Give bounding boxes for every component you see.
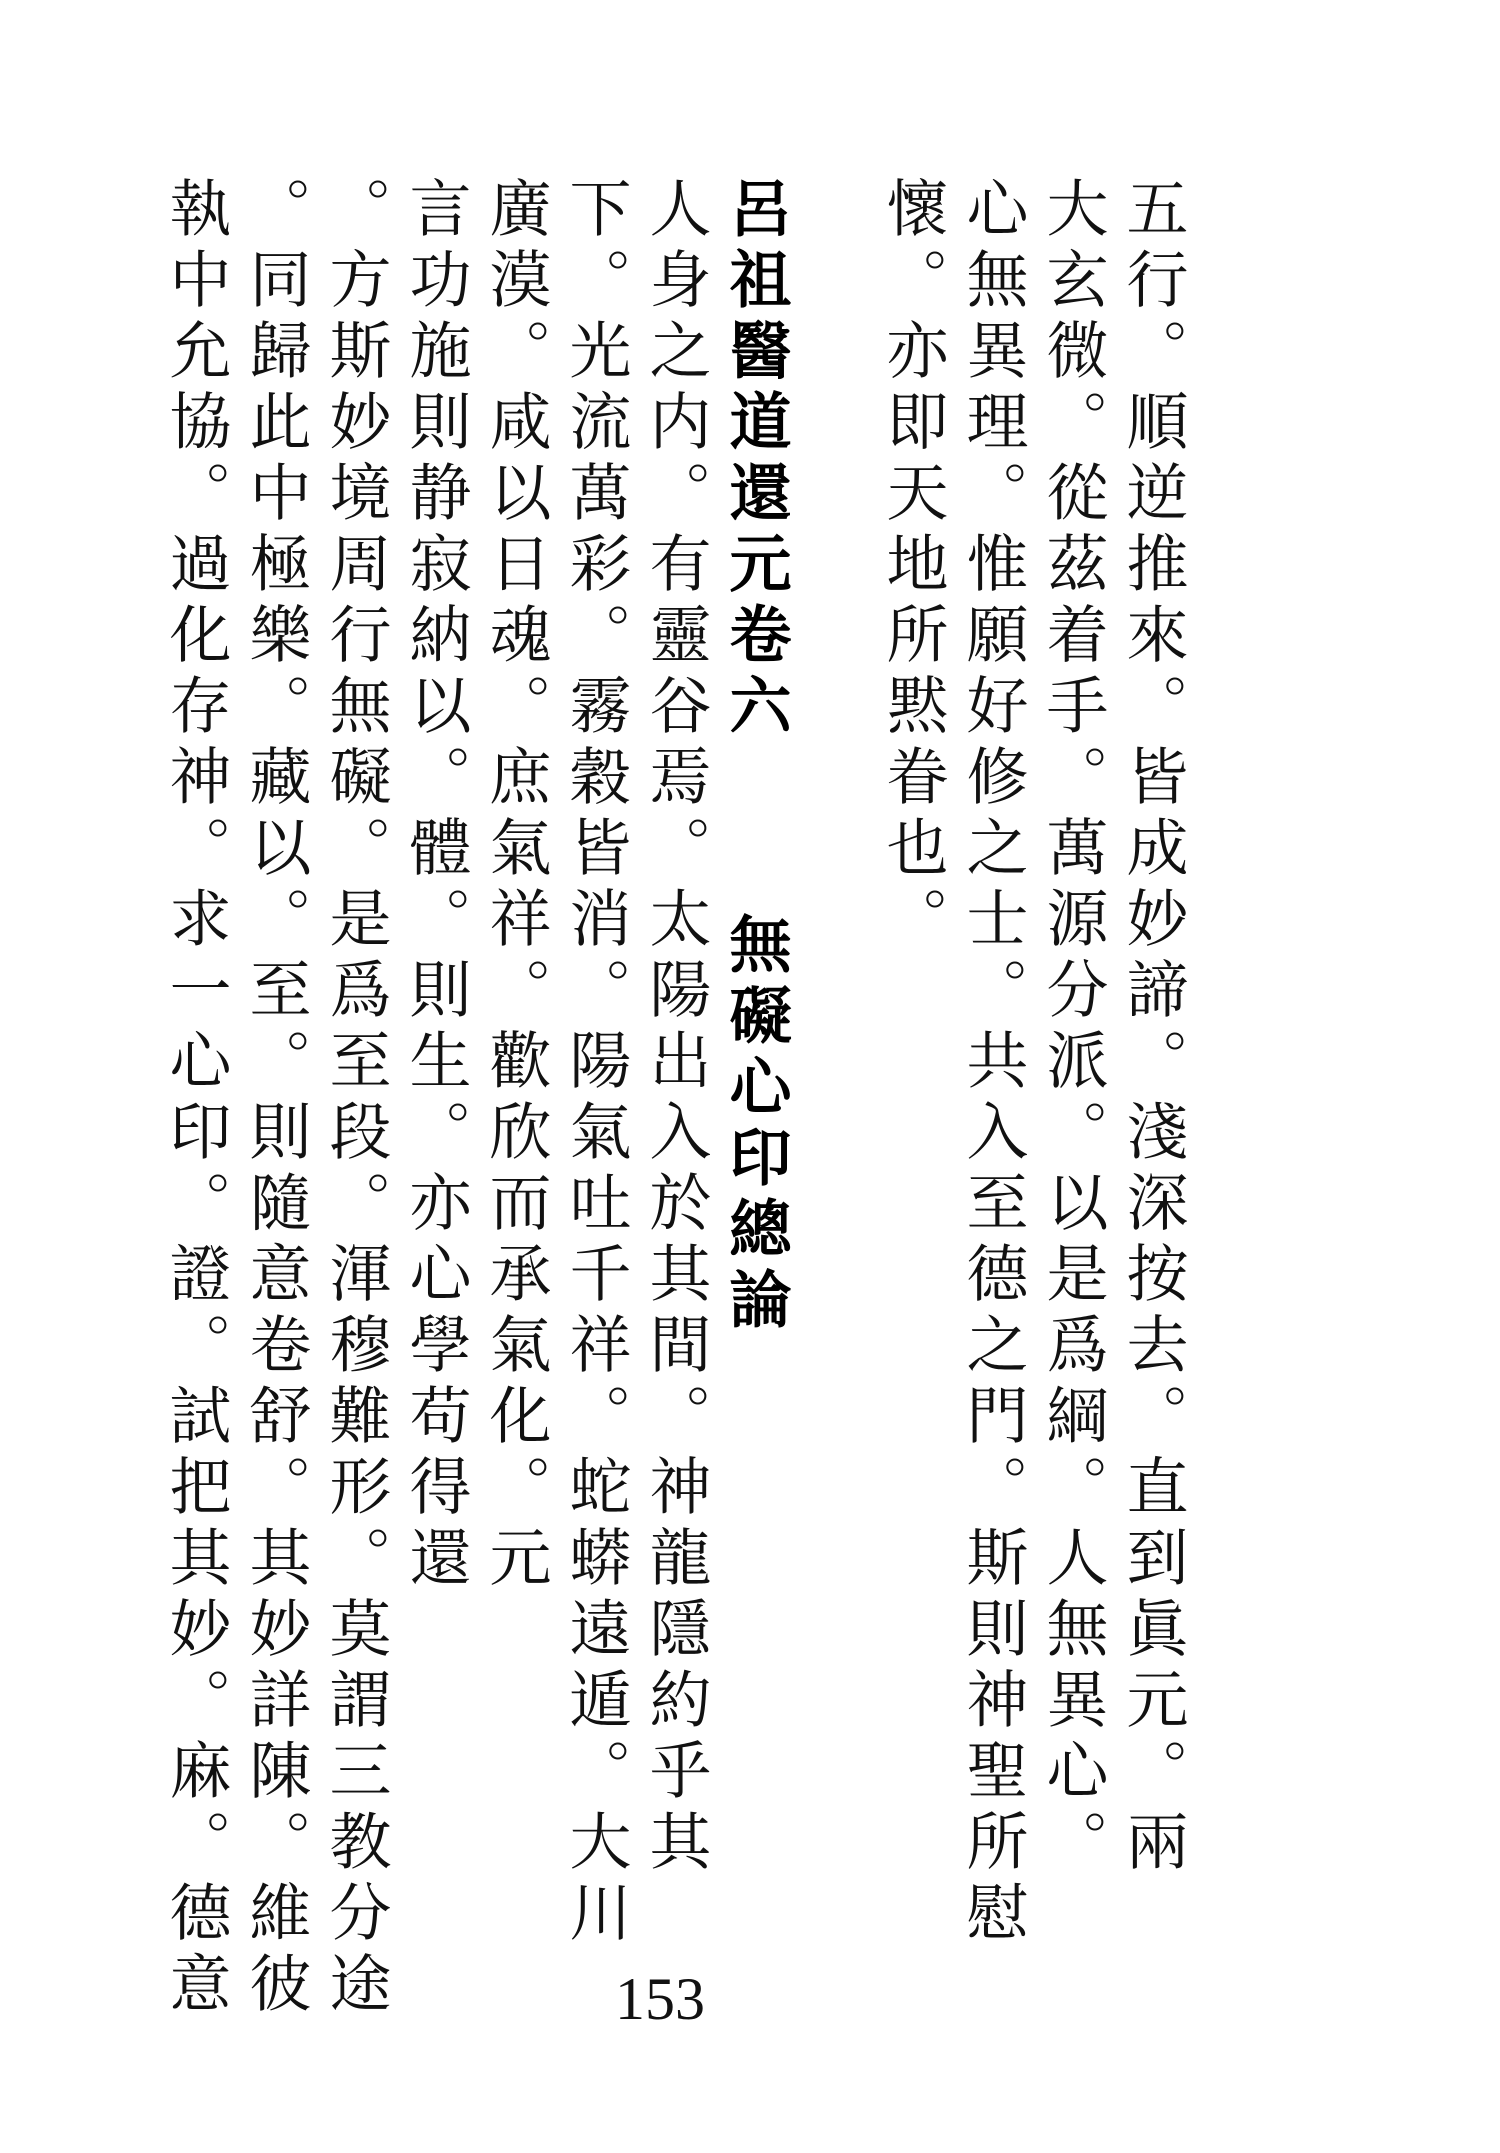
text-column-right-2: 大玄微。從茲着手。萬源分派。以是爲綱。人無異心。 [1036, 176, 1109, 1880]
text-column-left-5: 。方斯妙境周行無礙。是爲至段。渾穆難形。莫謂三教分途 [319, 176, 392, 2022]
text-column-left-2: 下。光流萬彩。霧穀皆消。陽氣吐千祥。蛇蟒遠遁。大川 [559, 176, 632, 1951]
page-number: 153 [615, 1966, 705, 2032]
text-column-left-1: 人身之内。有靈谷焉。太陽出入於其間。神龍隱約乎其 [639, 176, 712, 1880]
chapter-title: 呂祖醫道還元卷六 [719, 176, 792, 744]
text-column-left-4: 言功施則静寂納以。體。則生。亦心學苟得還 [399, 176, 472, 1596]
section-title: 無礙心印總論 [719, 912, 792, 1338]
text-column-left-3: 廣漠。咸以日魂。庶氣祥。歡欣而承氣化。元 [479, 176, 552, 1596]
text-column-right-3: 心無異理。惟願好修之士。共入至德之門。斯則神聖所慰 [956, 176, 1029, 1951]
text-column-left-6: 。同歸此中極樂。藏以。至。則隨意卷舒。其妙詳陳。維彼 [239, 176, 312, 2022]
text-column-left-7: 執中允協。過化存神。求一心印。證。試把其妙。麻。德意 [159, 176, 232, 2022]
text-column-right-4: 懷。亦即天地所黙眷也。 [876, 176, 949, 957]
text-column-right-1: 五行。順逆推來。皆成妙諦。淺深按去。直到眞元。兩 [1116, 176, 1189, 1880]
